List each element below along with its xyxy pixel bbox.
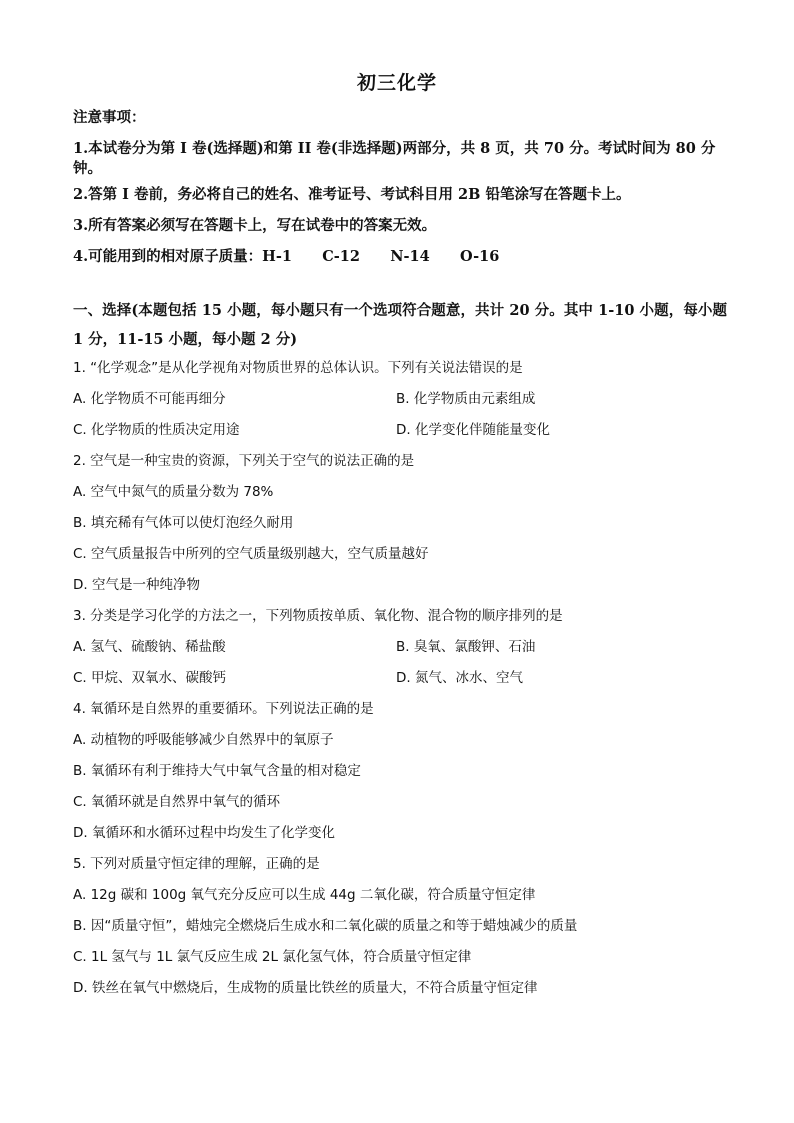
- option: A. 空气中氮气的质量分数为 78%: [73, 484, 274, 500]
- question-list: [73, 358, 733, 1009]
- option: D. 化学变化伴随能量变化: [396, 422, 550, 438]
- option: D. 氧循环和水循环过程中均发生了化学变化: [73, 825, 335, 841]
- question-stem: 4. 氧循环是自然界的重要循环。下列说法正确的是: [73, 701, 374, 717]
- option-row: [73, 389, 733, 420]
- note-item: 3.所有答案必须写在答题卡上，写在试卷中的答案无效。: [73, 217, 437, 234]
- question-stem: 3. 分类是学习化学的方法之一，下列物质按单质、氧化物、混合物的顺序排列的是: [73, 608, 563, 624]
- option: A. 化学物质不可能再细分: [73, 391, 226, 407]
- note-item: 2.答第 I 卷前，务必将自己的姓名、准考证号、考试科目用 2B 铅笔涂写在答题卡上。: [73, 186, 631, 203]
- option: C. 化学物质的性质决定用途: [73, 422, 240, 438]
- notes-block: [73, 108, 733, 278]
- note-item: 4.可能用到的相对原子质量：H-1 C-12 N-14 O-16: [73, 248, 500, 265]
- option: A. 动植物的呼吸能够减少自然界中的氧原子: [73, 732, 334, 748]
- option-row: [73, 668, 733, 699]
- option-row: [73, 420, 733, 451]
- question-stem: 5. 下列对质量守恒定律的理解，正确的是: [73, 856, 320, 872]
- option: D. 空气是一种纯净物: [73, 577, 200, 593]
- question-stem: 1. “化学观念”是从化学视角对物质世界的总体认识。下列有关说法错误的是: [73, 360, 523, 376]
- option: B. 因“质量守恒”，蜡烛完全燃烧后生成水和二氧化碳的质量之和等于蜡烛减少的质量: [73, 918, 578, 934]
- notes-heading: 注意事项：: [73, 109, 146, 126]
- option: A. 12g 碳和 100g 氧气充分反应可以生成 44g 二氧化碳，符合质量守恒定律: [73, 887, 536, 903]
- option: B. 臭氧、氯酸钾、石油: [396, 639, 536, 655]
- option: B. 氧循环有利于维持大气中氧气含量的相对稳定: [73, 763, 361, 779]
- option: D. 氮气、冰水、空气: [396, 670, 523, 686]
- page-title: 初三化学: [356, 72, 437, 94]
- option-row: [73, 637, 733, 668]
- option: C. 甲烷、双氧水、碳酸钙: [73, 670, 227, 686]
- option: D. 铁丝在氧气中燃烧后，生成物的质量比铁丝的质量大，不符合质量守恒定律: [73, 980, 538, 996]
- option: A. 氢气、硫酸钠、稀盐酸: [73, 639, 226, 655]
- option: C. 1L 氢气与 1L 氯气反应生成 2L 氯化氢气体，符合质量守恒定律: [73, 949, 472, 965]
- question-stem: 2. 空气是一种宝贵的资源，下列关于空气的说法正确的是: [73, 453, 415, 469]
- option: C. 氧循环就是自然界中氧气的循环: [73, 794, 281, 810]
- note-item: 1.本试卷分为第 I 卷(选择题)和第 II 卷(非选择题)两部分，共 8 页，共 70 分。考试时间为 80 分钟。: [73, 140, 716, 177]
- option: B. 填充稀有气体可以使灯泡经久耐用: [73, 515, 294, 531]
- option: C. 空气质量报告中所列的空气质量级别越大，空气质量越好: [73, 546, 429, 562]
- section-heading: 一、选择(本题包括 15 小题，每小题只有一个选项符合题意，共计 20 分。其中 1-10 小题，每小题 1 分，11-15 小题，每小题 2 分): [73, 302, 727, 348]
- option: B. 化学物质由元素组成: [396, 391, 536, 407]
